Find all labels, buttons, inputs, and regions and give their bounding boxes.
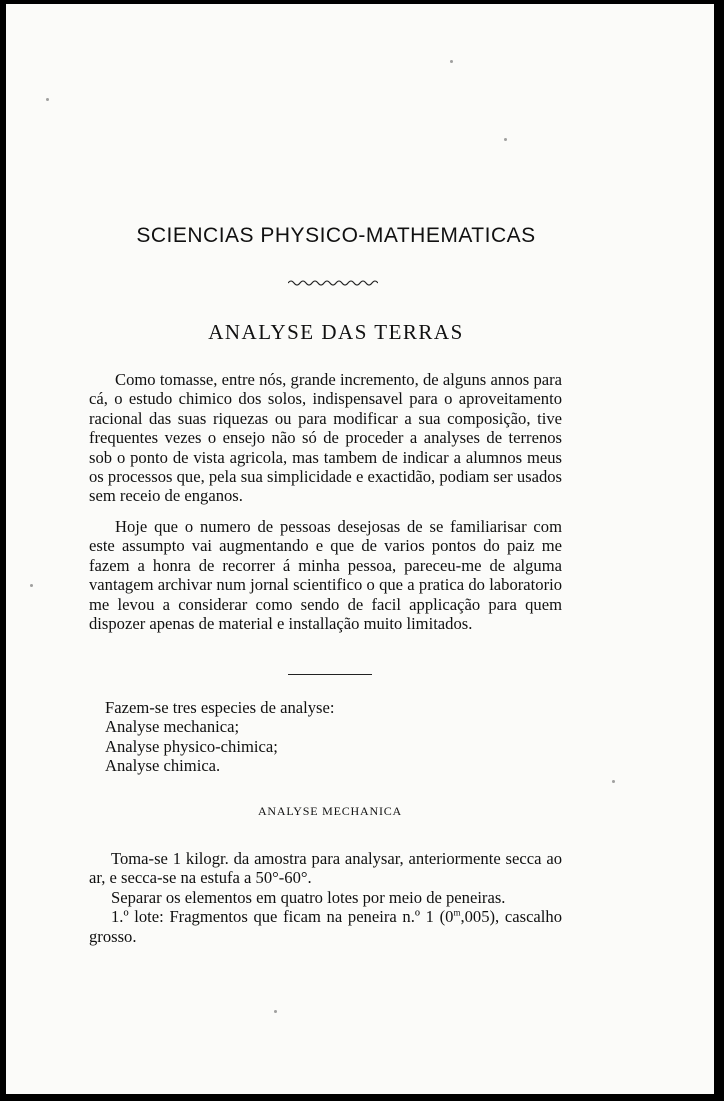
list-item: Analyse mechanica; xyxy=(105,717,240,737)
list-item: Analyse chimica. xyxy=(105,756,221,776)
body-paragraph: Separar os elementos em quatro lotes por meio de peneiras. xyxy=(111,887,506,907)
scan-speck xyxy=(450,60,453,63)
intro-paragraph: Hoje que o numero de pessoas desejosas de se familiarisar com este assumpto vai augmentando e que de varios pontos do paiz me fazem a honra de recorrer á minha pessoa, pareceu-me de alguma vantagem archivar num jornal scientifico o que a pratica do laboratorio me levou a considerar como sendo de facil applicação para quem dispozer apenas de material e installação muito limitados. xyxy=(89,517,562,634)
intro-paragraph-1-block xyxy=(89,370,562,506)
subheading: ANALYSE MECHANICA xyxy=(257,804,403,818)
lot-text-start: 1.º lote: Fragmentos que ficam na peneira n.º 1 (0 xyxy=(111,907,454,927)
section-divider xyxy=(288,674,372,675)
article-title: ANALYSE DAS TERRAS xyxy=(208,320,464,344)
list-item: Analyse physico-chimica; xyxy=(105,736,278,756)
book-page xyxy=(6,4,714,1094)
lot-text-end: ,005), cascalho grosso. xyxy=(89,907,562,946)
scan-speck xyxy=(612,780,615,783)
intro-paragraph: Como tomasse, entre nós, grande incremento, de alguns annos para cá, o estudo chimico dos solos, indispensavel para o aproveitamento racional das suas riquezas ou para modificar a sua composição, tive frequentes vezes o ensejo não só de proceder a analyses de terrenos sob o ponto de vista agricola, mas tambem de indicar a alumnos meus os processos que, pela sua simplicidade e exactidão, podiam ser usados sem receio de enganos. xyxy=(89,370,562,506)
analysis-type-list xyxy=(105,698,465,776)
scan-speck xyxy=(30,584,33,587)
body-paragraph xyxy=(89,907,562,946)
list-intro: Fazem-se tres especies de analyse: xyxy=(105,698,335,717)
mechanical-analysis-text xyxy=(89,849,562,946)
scan-speck xyxy=(504,138,507,141)
intro-paragraph-2-block xyxy=(89,517,562,633)
scan-speck xyxy=(46,98,49,101)
section-title: SCIENCIAS PHYSICO-MATHEMATICAS xyxy=(136,224,536,247)
wavy-ornament xyxy=(288,278,378,288)
body-paragraph: Toma-se 1 kilogr. da amostra para analysar, anteriormente secca ao ar, e secca-se na estufa a 50°-60°. xyxy=(89,849,562,888)
unit-superscript: m xyxy=(453,907,461,918)
scan-speck xyxy=(274,1010,277,1013)
